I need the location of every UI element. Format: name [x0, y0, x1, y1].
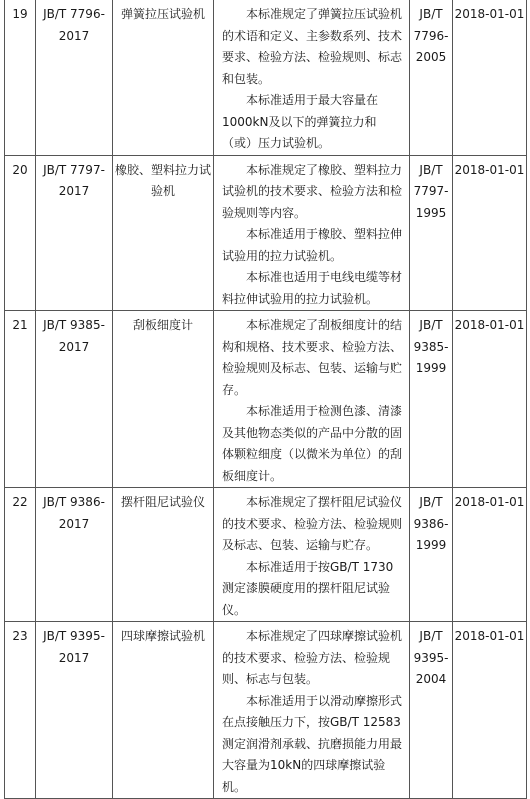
- description-paragraph: 本标准适用于按GB/T 1730测定漆膜硬度用的摆杆阻尼试验仪。: [222, 559, 394, 617]
- standard-code: JB/T 7797-2017: [36, 155, 113, 311]
- standard-description: [214, 488, 410, 622]
- table-row: [5, 0, 527, 155]
- table-row: [5, 311, 527, 488]
- table-row: [5, 488, 527, 622]
- standard-name: 摆杆阻尼试验仪: [113, 488, 214, 622]
- standard-name: 四球摩擦试验机: [113, 622, 214, 799]
- standard-description: [214, 311, 410, 488]
- description-paragraph: 本标准规定了摆杆阻尼试验仪的技术要求、检验方法、检验规则及标志、包装、运输与贮存。: [222, 495, 403, 552]
- standard-description: [214, 155, 410, 311]
- standard-description: [214, 0, 410, 155]
- replaced-standard: JB/T 9385-1999: [410, 311, 453, 488]
- effective-date: 2018-01-01: [453, 155, 527, 311]
- description-paragraph: 本标准规定了弹簧拉压试验机的术语和定义、主参数系列、技术要求、检验方法、检验规则、标志和包装。: [222, 7, 403, 86]
- standard-description: [214, 622, 410, 799]
- description-paragraph: 本标准适用于最大容量在1000kN及以下的弹簧拉力和（或）压力试验机。: [222, 93, 379, 150]
- effective-date: 2018-01-01: [453, 622, 527, 799]
- row-number: 21: [5, 311, 36, 488]
- replaced-standard: JB/T 9386-1999: [410, 488, 453, 622]
- standard-code: JB/T 9395-2017: [36, 622, 113, 799]
- description-paragraph: 本标准规定了橡胶、塑料拉力试验机的技术要求、检验方法和检验规则等内容。: [222, 162, 403, 220]
- effective-date: 2018-01-01: [453, 488, 527, 622]
- row-number: 22: [5, 488, 36, 622]
- standard-name: 橡胶、塑料拉力试验机: [113, 155, 214, 311]
- row-number: 23: [5, 622, 36, 799]
- table-row: [5, 155, 527, 311]
- standard-code: JB/T 9386-2017: [36, 488, 113, 622]
- standard-code: JB/T 7796-2017: [36, 0, 113, 155]
- standard-name: 弹簧拉压试验机: [113, 0, 214, 155]
- effective-date: 2018-01-01: [453, 311, 527, 488]
- standards-table: [4, 0, 527, 799]
- description-paragraph: 本标准适用于检测色漆、清漆及其他物态类似的产品中分散的固体颗粒细度（以微米为单位）的刮板细度计。: [222, 404, 403, 483]
- table-row: [5, 622, 527, 799]
- description-paragraph: 本标准规定了四球摩擦试验机的技术要求、检验方法、检验规则、标志与包装。: [222, 629, 403, 686]
- description-paragraph: 本标准适用于以滑动摩擦形式在点接触压力下，按GB/T 12583测定润滑剂承载、抗磨损能力用最大容量为10kN的四球摩擦试验机。: [222, 693, 403, 794]
- standard-name: 刮板细度计: [113, 311, 214, 488]
- replaced-standard: JB/T 7796-2005: [410, 0, 453, 155]
- replaced-standard: JB/T 9395-2004: [410, 622, 453, 799]
- replaced-standard: JB/T 7797-1995: [410, 155, 453, 311]
- description-paragraph: 本标准规定了刮板细度计的结构和规格、技术要求、检验方法、检验规则及标志、包装、运输与贮存。: [222, 318, 403, 397]
- effective-date: 2018-01-01: [453, 0, 527, 155]
- row-number: 20: [5, 155, 36, 311]
- standard-code: JB/T 9385-2017: [36, 311, 113, 488]
- row-number: 19: [5, 0, 36, 155]
- description-paragraph: 本标准也适用于电线电缆等材料拉伸试验用的拉力试验机。: [222, 270, 403, 306]
- description-paragraph: 本标准适用于橡胶、塑料拉伸试验用的拉力试验机。: [222, 227, 403, 263]
